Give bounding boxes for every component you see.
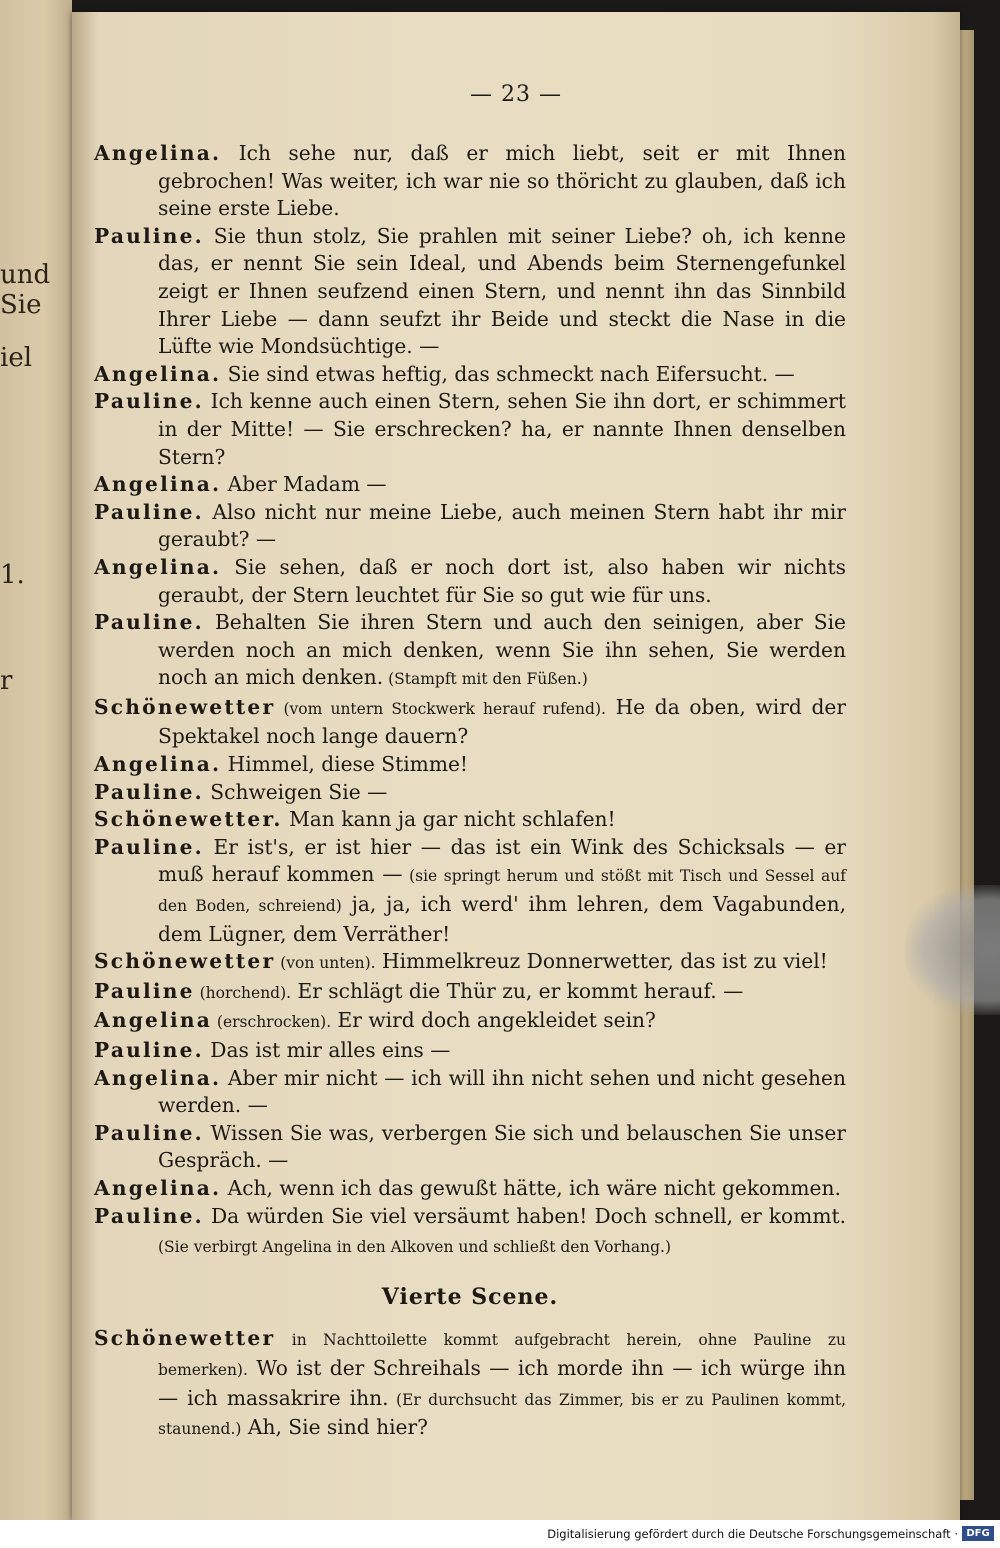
dialogue-line: [94, 388, 846, 471]
left-fragment: Sie: [0, 290, 42, 320]
scene-heading: Vierte Scene.: [381, 1283, 559, 1310]
dialogue-line: [94, 223, 846, 361]
line-text: Himmel, diese Stimme!: [221, 752, 469, 777]
line-text: Aber mir nicht — ich will ihn nicht sehen und nicht gesehen werden. —: [158, 1065, 846, 1118]
stage-direction: in Nachttoilette kommt aufgebracht herein, ohne Pauline zu bemerken).: [158, 1331, 846, 1379]
book-page: [72, 12, 960, 1520]
stage-direction: (von unten).: [275, 954, 376, 973]
dialogue-line: [94, 694, 846, 751]
speaker-name: Schönewetter.: [94, 807, 283, 832]
dialogue-line: [94, 609, 846, 694]
dialogue-line: [94, 1325, 846, 1443]
line-text: Schweigen Sie —: [203, 779, 388, 804]
dialogue-line: [94, 806, 846, 834]
speaker-name: Angelina.: [94, 472, 222, 497]
line-text: Ich sehe nur, daß er mich liebt, seit er mit Ihnen gebrochen! Was weiter, ich war nie so thöricht zu glauben, daß ich seine erste Liebe.: [158, 141, 846, 221]
line-text: Da würden Sie viel versäumt haben! Doch schnell, er kommt.: [203, 1203, 846, 1228]
stage-direction: (vom untern Stockwerk herauf rufend).: [275, 699, 606, 718]
line-text: Er schlägt die Thür zu, er kommt herauf. —: [291, 978, 744, 1003]
stage-direction: (horchend).: [194, 983, 292, 1002]
stage-direction: (sie springt herum und stößt mit Tisch und Sessel auf den Boden, schreiend): [158, 867, 846, 916]
speaker-name: Schönewetter: [94, 1326, 276, 1351]
speaker-name: Angelina.: [94, 752, 222, 777]
dialogue-line: [94, 361, 846, 389]
speaker-name: Angelina.: [94, 361, 222, 386]
stage-direction: (Sie verbirgt Angelina in den Alkoven und schließt den Vorhang.): [158, 1238, 671, 1257]
line-text: Aber Madam —: [221, 472, 387, 497]
line-text: Das ist mir alles eins —: [203, 1038, 451, 1062]
line-text: Ich kenne auch einen Stern, sehen Sie ihn dort, er schimmert in der Mitte! — Sie erschrecken? ha, er nannte Ihnen denselben Stern?: [158, 389, 846, 469]
footer-bar: [0, 1520, 1000, 1548]
speaker-name: Pauline.: [94, 1203, 204, 1228]
dialogue-line: [94, 471, 846, 499]
line-text: Wo ist der Schreihals — ich morde ihn — ich würge ihn — ich massakrire ihn.: [158, 1355, 846, 1410]
speaker-name: Pauline.: [94, 1038, 204, 1062]
left-fragment: und: [0, 260, 51, 290]
line-text: Sie sind etwas heftig, das schmeckt nach Eifersucht. —: [221, 361, 795, 386]
dialogue-line: [94, 140, 846, 223]
speaker-name: Pauline: [94, 978, 195, 1003]
line-text: Sie sehen, daß er noch dort ist, also haben wir nichts geraubt, der Stern leuchtet für Sie so gut wie für uns.: [158, 554, 846, 607]
stage-direction: (Stampft mit den Füßen.): [383, 670, 588, 689]
dialogue-line: [94, 1037, 846, 1065]
speaker-name: Angelina.: [94, 1175, 222, 1200]
dialogue-line: [94, 1065, 846, 1120]
speaker-name: Angelina.: [94, 1065, 222, 1090]
line-text: He da oben, wird der Spektakel noch lange dauern?: [158, 694, 846, 749]
speaker-name: Angelina: [94, 1008, 212, 1033]
line-text: ja, ja, ich werd' ihm lehren, dem Vagabunden, dem Lügner, dem Verräther!: [158, 892, 846, 946]
dialogue-line: [94, 1175, 846, 1203]
dialogue-line: [94, 978, 846, 1008]
line-text: Ah, Sie sind hier?: [241, 1415, 428, 1440]
dialogue-line: [94, 779, 846, 807]
line-text: Wissen Sie was, verbergen Sie sich und belauschen Sie unser Gespräch. —: [158, 1120, 846, 1173]
dialogue-line: [94, 1120, 846, 1175]
line-text: Ach, wenn ich das gewußt hätte, ich wäre nicht gekommen.: [221, 1175, 841, 1200]
left-fragment: r: [0, 666, 13, 696]
stage-direction: (Er durchsucht das Zimmer, bis er zu Paulinen kommt, staunend.): [158, 1390, 846, 1439]
left-fragment: 1.: [0, 560, 25, 590]
line-text: Himmelkreuz Donnerwetter, das ist zu viel!: [375, 949, 828, 974]
speaker-name: Angelina.: [94, 141, 222, 165]
speaker-name: Schönewetter: [94, 949, 276, 974]
speaker-name: Angelina.: [94, 554, 222, 579]
dialogue-line: [94, 834, 846, 948]
line-text: Also nicht nur meine Liebe, auch meinen Stern habt ihr mir geraubt? —: [158, 499, 846, 552]
funding-note: Digitalisierung gefördert durch die Deutsche Forschungsgemeinschaft ·: [547, 1527, 958, 1541]
dialogue-line: [94, 1203, 846, 1262]
speaker-name: Pauline.: [94, 779, 204, 804]
speaker-name: Schönewetter: [94, 694, 276, 719]
dialogue-line: [94, 499, 846, 554]
page-text: [94, 140, 846, 1444]
speaker-name: Pauline.: [94, 499, 204, 524]
page-number: — 23 —: [470, 82, 562, 107]
dialogue-line: [94, 948, 846, 978]
stage-direction: (erschrocken).: [212, 1013, 332, 1032]
page-edge: [960, 30, 974, 1500]
speaker-name: Pauline.: [94, 610, 204, 635]
dialogue-line: [94, 1007, 846, 1037]
line-text: Sie thun stolz, Sie prahlen mit seiner Liebe? oh, ich kenne das, er nennt Sie sein Ideal, und Abends beim Sternengefunkel zeigt er Ihnen seufzend einen Stern, und nennt ihn das Sinnbild Ihrer Liebe — dann seufzt ihr Beide und steckt die Nase in die Lüfte wie Mondsüchtige. —: [158, 223, 846, 359]
speaker-name: Pauline.: [94, 834, 204, 859]
dfg-logo-icon: DFG: [962, 1526, 994, 1541]
speaker-name: Pauline.: [94, 223, 204, 248]
line-text: Man kann ja gar nicht schlafen!: [282, 807, 616, 832]
previous-page-edge: [0, 0, 72, 1520]
line-text: Er wird doch angekleidet sein?: [331, 1008, 656, 1033]
line-text: Behalten Sie ihren Stern und auch den seinigen, aber Sie werden noch an mich denken, wenn Sie ihn sehen, Sie werden noch an mich denken.: [158, 610, 846, 690]
line-text: Er ist's, er ist hier — das ist ein Wink des Schicksals — er muß herauf kommen —: [158, 834, 846, 887]
left-fragment: iel: [0, 343, 33, 373]
dialogue-line: [94, 751, 846, 779]
dialogue-line: [94, 554, 846, 609]
speaker-name: Pauline.: [94, 389, 204, 414]
speaker-name: Pauline.: [94, 1120, 204, 1145]
